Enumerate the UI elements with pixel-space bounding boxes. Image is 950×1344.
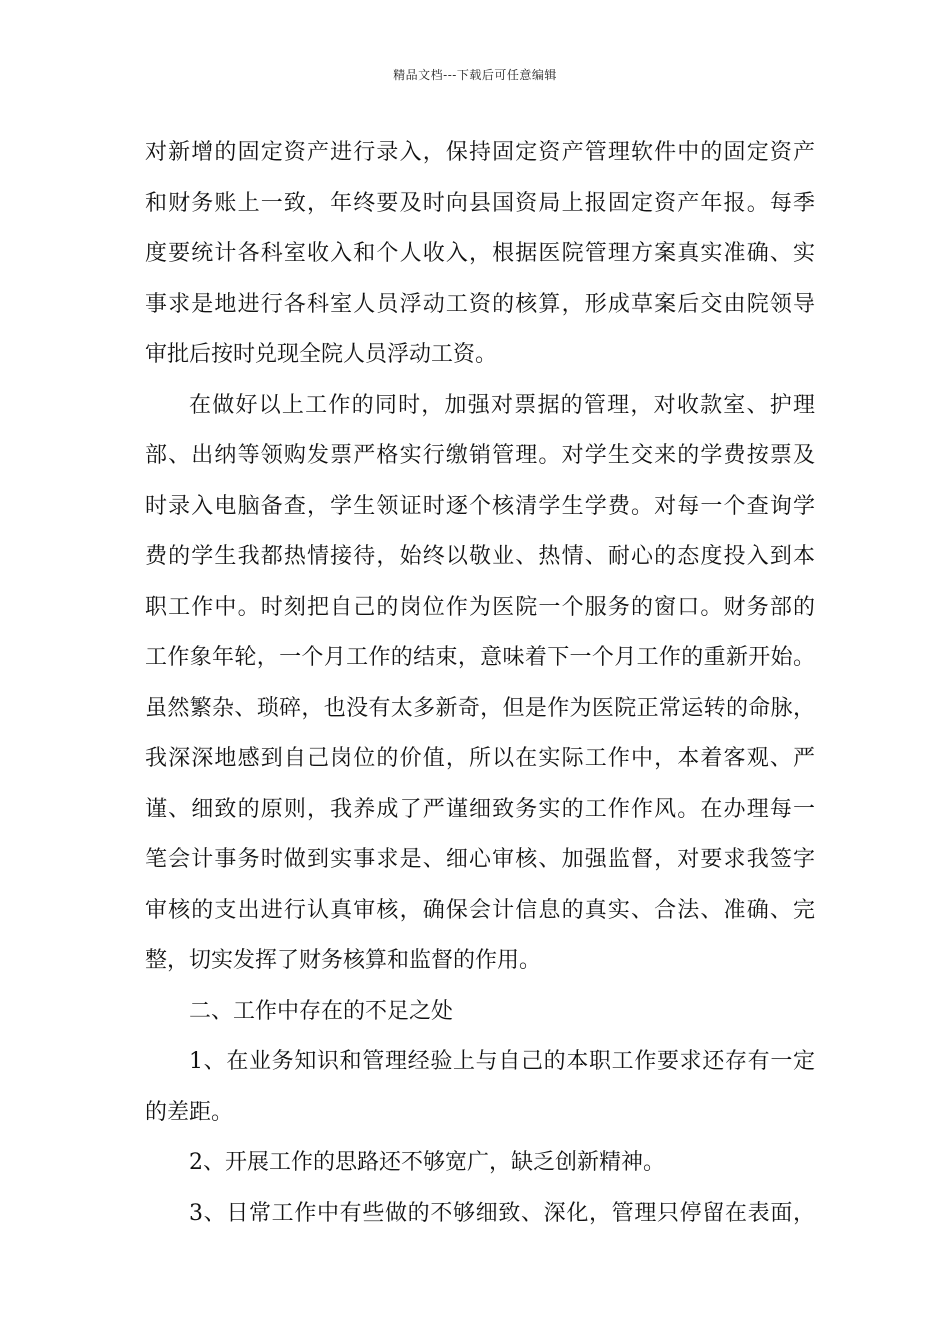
text-line: 在做好以上工作的同时，加强对票据的管理，对收款室、护理 [189,392,815,418]
text-line: 整，切实发挥了财务核算和监督的作用。 [145,948,542,973]
text-line: 事求是地进行各科室人员浮动工资的核算，形成草案后交由院领导 [145,291,815,317]
text-line: 工作象年轮，一个月工作的结束，意味着下一个月工作的重新开始。 [145,645,815,670]
text-line: 时录入电脑备查，学生领证时逐个核清学生学费。对每一个查询学 [145,493,815,519]
text-line: 职工作中。时刻把自己的岗位作为医院一个服务的窗口。财务部的 [145,594,815,620]
text-line: 审批后按时兑现全院人员浮动工资。 [145,342,498,367]
text-line: 我深深地感到自己岗位的价值，所以在实际工作中，本着客观、严 [145,746,815,771]
document-body [145,128,815,1239]
text-line: 部、出纳等领购发票严格实行缴销管理。对学生交来的学费按票及 [145,443,815,468]
text-line: 3、日常工作中有些做的不够细致、深化，管理只停留在表面， [189,1200,815,1226]
text-line: 2、开展工作的思路还不够宽广，缺乏创新精神。 [189,1150,665,1175]
text-line: 笔会计事务时做到实事求是、细心审核、加强监督，对要求我签字 [145,847,815,872]
text-line: 谨、细致的原则，我养成了严谨细致务实的工作作风。在办理每一 [145,796,815,822]
text-line: 和财务账上一致，年终要及时向县国资局上报固定资产年报。每季 [145,190,815,216]
text-line: 二、工作中存在的不足之处 [189,998,454,1024]
text-line: 审核的支出进行认真审核，确保会计信息的真实、合法、准确、完 [145,897,815,923]
text-line: 1、在业务知识和管理经验上与自己的本职工作要求还存有一定 [189,1049,815,1074]
text-line: 费的学生我都热情接待，始终以敬业、热情、耐心的态度投入到本 [145,544,815,569]
text-line: 的差距。 [145,1099,234,1125]
text-line: 度要统计各科室收入和个人收入，根据医院管理方案真实准确、实 [145,241,815,266]
text-line: 对新增的固定资产进行录入，保持固定资产管理软件中的固定资产 [145,140,815,165]
text-line: 虽然繁杂、琐碎，也没有太多新奇，但是作为医院正常运转的命脉， [145,695,815,721]
page-header: 精品文档---下载后可任意编辑 [393,68,557,82]
